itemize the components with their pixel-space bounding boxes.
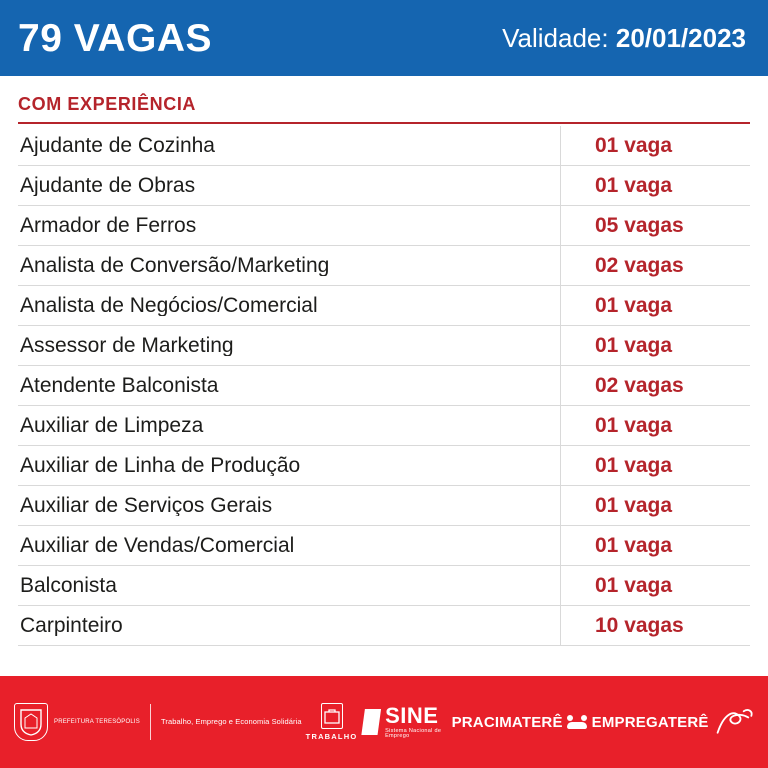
vacancy-count: 01 vaga <box>560 406 750 445</box>
work-mark-icon <box>321 703 343 729</box>
sine-name: SINE <box>385 702 439 728</box>
pracimatere-logo <box>452 714 563 731</box>
role-label: Ajudante de Cozinha <box>20 135 215 156</box>
people-icon <box>567 715 587 729</box>
vacancy-count: 10 vagas <box>560 606 750 645</box>
validity-text <box>502 25 746 51</box>
page-title: 79 VAGAS <box>18 16 213 60</box>
city-crest-icon <box>14 703 48 741</box>
city-crest-label: PREFEITURA TERESÓPOLIS <box>54 718 140 725</box>
table-row <box>18 206 750 246</box>
vacancy-table <box>18 126 750 646</box>
role-label: Auxiliar de Limpeza <box>20 415 204 436</box>
table-row <box>18 286 750 326</box>
table-row <box>18 446 750 486</box>
role-label: Analista de Conversão/Marketing <box>20 255 330 276</box>
role-label: Balconista <box>20 575 117 596</box>
role-label: Analista de Negócios/Comercial <box>20 295 318 316</box>
work-mark-label: TRABALHO <box>305 732 358 741</box>
secretariat-block <box>161 717 302 726</box>
table-row <box>18 566 750 606</box>
vacancy-count: 01 vaga <box>560 486 750 525</box>
crest-shield-icon <box>19 708 43 736</box>
experience-section <box>0 76 768 676</box>
table-row <box>18 246 750 286</box>
table-row <box>18 326 750 366</box>
empregatere-logo <box>567 714 709 731</box>
sine-logo <box>361 702 447 740</box>
city-hall-logo <box>14 703 302 741</box>
vacancy-count: 02 vagas <box>560 246 750 285</box>
pracimatere-label: PRACIMATERÊ <box>451 713 563 731</box>
sine-text-block <box>385 702 447 740</box>
vacancy-count: 05 vagas <box>560 206 750 245</box>
work-glyph-icon <box>324 707 340 725</box>
empregatere-label: EMPREGATERÊ <box>591 713 709 731</box>
vacancy-count: 02 vagas <box>560 366 750 405</box>
role-label: Armador de Ferros <box>20 215 197 236</box>
vacancy-count: 01 vaga <box>560 286 750 325</box>
section-title: COM EXPERIÊNCIA <box>18 94 197 114</box>
role-label: Auxiliar de Linha de Produção <box>20 455 301 476</box>
section-divider <box>18 122 750 124</box>
validity-date: 20/01/2023 <box>615 23 746 53</box>
table-row <box>18 366 750 406</box>
vacancy-count: 01 vaga <box>560 566 750 605</box>
table-row <box>18 406 750 446</box>
table-row <box>18 606 750 646</box>
role-label: Ajudante de Obras <box>20 175 196 196</box>
poster-header <box>0 0 768 76</box>
role-label: Carpinteiro <box>20 615 123 636</box>
role-label: Auxiliar de Serviços Gerais <box>20 495 273 516</box>
validity-label: Validade: <box>502 23 609 53</box>
vacancy-count: 01 vaga <box>560 126 750 165</box>
table-row <box>18 526 750 566</box>
signature-mark-icon <box>713 702 754 742</box>
logo-divider <box>150 704 151 740</box>
table-row <box>18 126 750 166</box>
table-row <box>18 486 750 526</box>
poster-footer <box>0 676 768 768</box>
role-label: Auxiliar de Vendas/Comercial <box>20 535 295 556</box>
sine-subtitle: Sistema Nacional de Emprego <box>385 727 442 739</box>
table-row <box>18 166 750 206</box>
vacancy-count: 01 vaga <box>560 446 750 485</box>
sine-glyph-icon <box>361 709 381 735</box>
role-label: Assessor de Marketing <box>20 335 234 356</box>
vacancy-count: 01 vaga <box>560 526 750 565</box>
vacancy-count: 01 vaga <box>560 166 750 205</box>
role-label: Atendente Balconista <box>20 375 219 396</box>
vacancy-count: 01 vaga <box>560 326 750 365</box>
ministry-work-logo <box>306 703 358 741</box>
secretariat-label: Trabalho, Emprego e Economia Solidária <box>160 717 302 727</box>
